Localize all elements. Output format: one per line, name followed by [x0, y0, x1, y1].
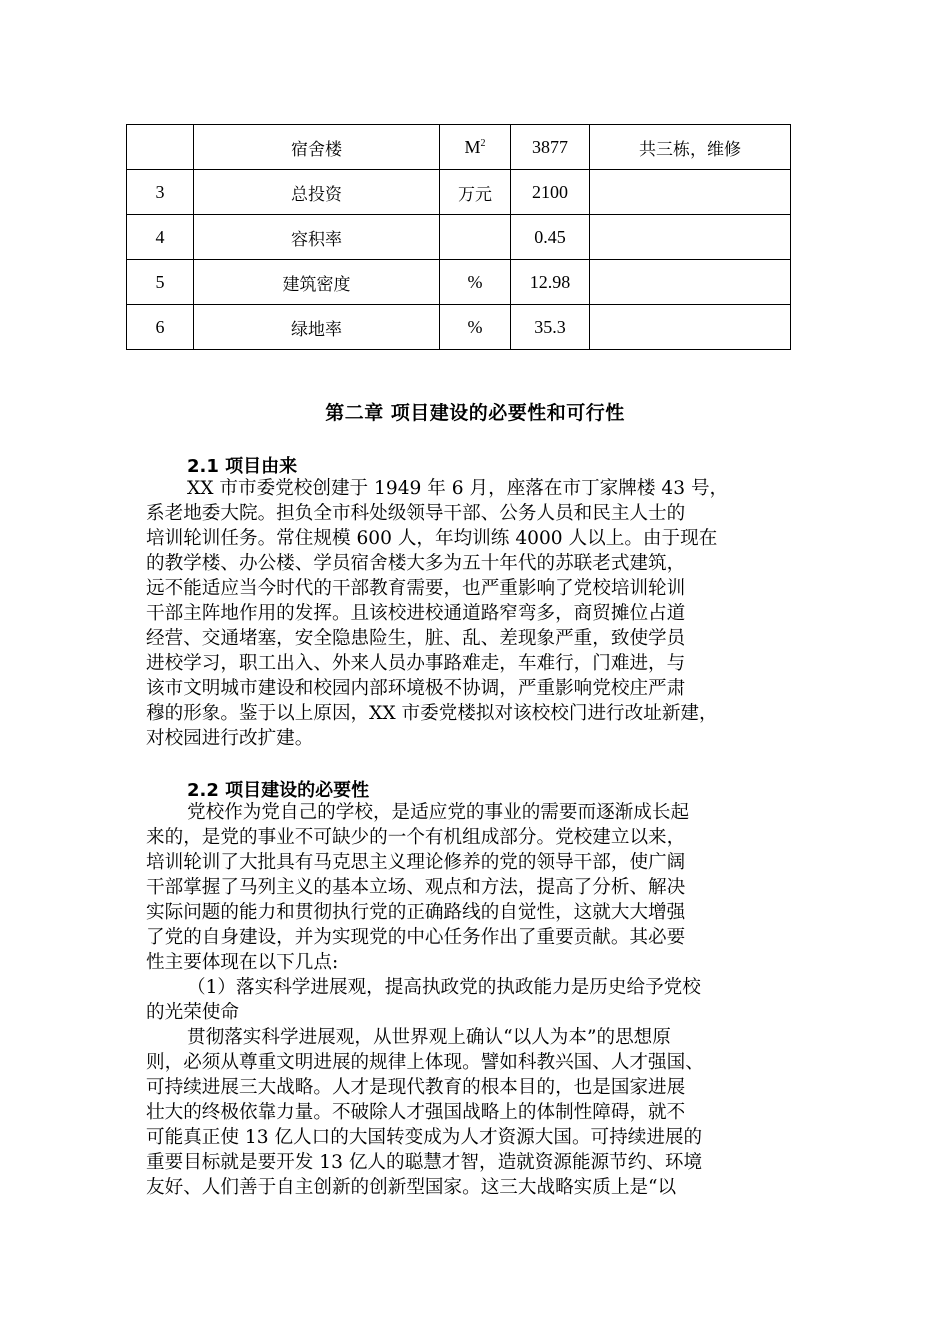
table-row — [127, 170, 791, 215]
text-line: 党校作为党自己的学校，是适应党的事业的需要而逐渐成长起 — [187, 802, 690, 823]
text-line: 实际问题的能力和贯彻执行党的正确路线的自觉性，这就大大增强 — [146, 902, 686, 923]
paragraph-scientific-development — [146, 1025, 810, 1200]
row-value: 35.3 — [511, 305, 590, 350]
table-row — [127, 125, 791, 170]
text-line: 可持续进展三大战略。人才是现代教育的根本目的，也是国家进展 — [146, 1077, 686, 1098]
unit-superscript: 2 — [480, 137, 486, 149]
row-item: 绿地率 — [194, 305, 440, 350]
row-number: 6 — [127, 305, 194, 350]
text-line: 该市文明城市建设和校园内部环境极不协调，严重影响党校庄严肃 — [146, 678, 686, 699]
row-unit — [440, 170, 511, 215]
unit-base: % — [467, 316, 483, 337]
row-value: 12.98 — [511, 260, 590, 305]
text-line: XX 市市委党校创建于 1949 年 6 月，座落在市丁家牌楼 43 号， — [187, 478, 729, 499]
row-item: 建筑密度 — [194, 260, 440, 305]
text-line: 的光荣使命 — [146, 1002, 239, 1023]
text-line: 干部主阵地作用的发挥。且该校进校通道路窄弯多，商贸摊位占道 — [146, 603, 686, 624]
row-note — [590, 170, 791, 215]
text-line: 贯彻落实科学进展观，从世界观上确认“以人为本”的思想原 — [187, 1027, 671, 1048]
table-row — [127, 215, 791, 260]
row-note: 共三栋，维修 — [590, 125, 791, 170]
text-line: 系老地委大院。担负全市科处级领导干部、公务人员和民主人士的 — [146, 503, 686, 524]
text-line: 穆的形象。鉴于以上原因，XX 市委党楼拟对该校校门进行改址新建， — [146, 703, 718, 724]
row-value: 2100 — [511, 170, 590, 215]
text-line: 了党的自身建设，并为实现党的中心任务作出了重要贡献。其必要 — [146, 927, 686, 948]
paragraph-necessity-intro — [146, 800, 810, 975]
text-line: 壮大的终极依靠力量。不破除人才强国战略上的体制性障碍，就不 — [146, 1102, 686, 1123]
text-line: 对校园进行改扩建。 — [146, 728, 314, 749]
row-value: 0.45 — [511, 215, 590, 260]
unit-base: 万元 — [458, 184, 492, 205]
chapter-title: 第二章 项目建设的必要性和可行性 — [325, 402, 625, 424]
text-line: 进校学习，职工出入、外来人员办事路难走，车难行，门难进，与 — [146, 653, 686, 674]
row-item: 总投资 — [194, 170, 440, 215]
text-line: 培训轮训任务。常住规模 600 人，年均训练 4000 人以上。由于现在 — [146, 528, 718, 549]
unit-base: M — [464, 136, 481, 157]
text-line: 的教学楼、办公楼、学员宿舍楼大多为五十年代的苏联老式建筑， — [146, 553, 686, 574]
text-line: 友好、人们善于自主创新的创新型国家。这三大战略实质上是“以 — [146, 1177, 677, 1198]
row-unit — [440, 125, 511, 170]
row-note — [590, 215, 791, 260]
row-note — [590, 260, 791, 305]
row-number: 4 — [127, 215, 194, 260]
row-item: 容积率 — [194, 215, 440, 260]
table-row — [127, 260, 791, 305]
row-item: 宿舍楼 — [194, 125, 440, 170]
text-line: 则，必须从尊重文明进展的规律上体现。譬如科教兴国、人才强国、 — [146, 1052, 704, 1073]
row-unit — [440, 215, 511, 260]
text-line: 性主要体现在以下几点: — [146, 952, 339, 973]
row-number: 5 — [127, 260, 194, 305]
paragraph-project-origin — [146, 476, 810, 751]
row-unit — [440, 260, 511, 305]
row-value: 3877 — [511, 125, 590, 170]
section-heading-2-1: 2.1 项目由来 — [187, 456, 298, 477]
text-line: 干部掌握了马列主义的基本立场、观点和方法，提高了分析、解决 — [146, 877, 686, 898]
text-line: （1）落实科学进展观，提高执政党的执政能力是历史给予党校 — [187, 977, 701, 998]
row-unit — [440, 305, 511, 350]
text-line: 可能真正使 13 亿人口的大国转变成为人才资源大国。可持续进展的 — [146, 1127, 703, 1148]
row-number: 3 — [127, 170, 194, 215]
text-line: 来的，是党的事业不可缺少的一个有机组成部分。党校建立以来， — [146, 827, 686, 848]
text-line: 经营、交通堵塞，安全隐患险生，脏、乱、差现象严重，致使学员 — [146, 628, 686, 649]
section-heading-2-2: 2.2 项目建设的必要性 — [187, 780, 370, 801]
project-spec-table — [126, 124, 791, 350]
text-line: 重要目标就是要开发 13 亿人的聪慧才智，造就资源能源节约、环境 — [146, 1152, 703, 1173]
row-number — [127, 125, 194, 170]
table-row — [127, 305, 791, 350]
text-line: 培训轮训了大批具有马克思主义理论修养的党的领导干部，使广阔 — [146, 852, 686, 873]
row-note — [590, 305, 791, 350]
unit-base: % — [467, 271, 483, 292]
text-line: 远不能适应当今时代的干部教育需要，也严重影响了党校培训轮训 — [146, 578, 686, 599]
paragraph-point-1 — [146, 975, 810, 1025]
